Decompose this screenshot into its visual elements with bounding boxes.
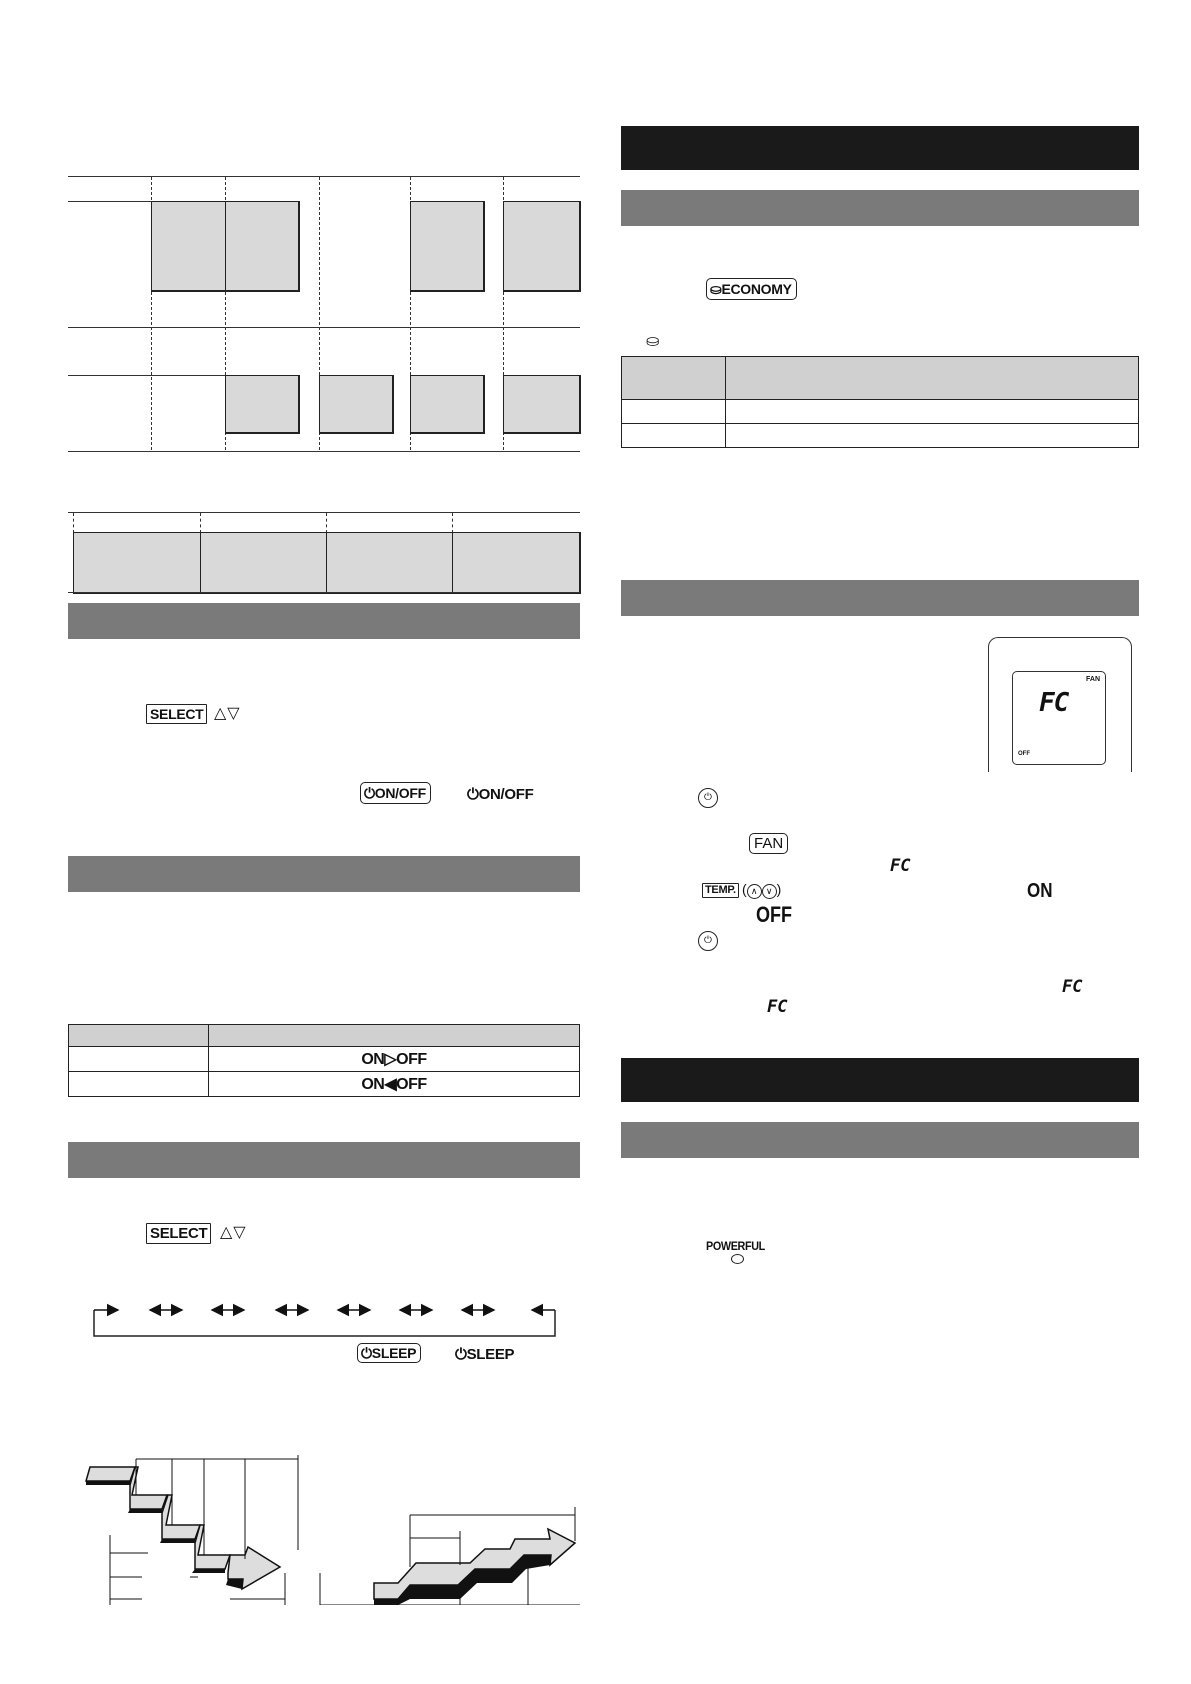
timing-block <box>503 375 581 434</box>
timer-sequence-on-off: ON▷OFF <box>209 1047 580 1072</box>
timing-block <box>410 375 485 434</box>
select-button[interactable]: SELECT <box>146 704 207 724</box>
chart-top-rule <box>68 512 580 513</box>
heating-sleep-staircase <box>320 1507 580 1605</box>
lcd-code: FC <box>1039 688 1069 718</box>
timing-block <box>319 375 394 434</box>
sleep-button[interactable]: ⏻SLEEP <box>357 1343 421 1363</box>
inline-fc-code: FC <box>767 997 788 1017</box>
timer-icon: ⏻ <box>361 1345 372 1361</box>
timing-block <box>503 201 581 292</box>
chart-mid-rule <box>68 327 580 328</box>
timer-icon: ⏻ <box>455 1346 467 1363</box>
chart-bottom-rule <box>68 592 580 593</box>
sleep-cycle-diagram <box>90 1300 560 1342</box>
powerful-button-label: POWERFUL <box>706 1239 765 1253</box>
section-header-bar <box>621 190 1139 226</box>
power-button-icon[interactable]: ⏻ <box>698 788 718 808</box>
table-row <box>622 424 1139 448</box>
temp-button[interactable]: TEMP. <box>702 883 739 898</box>
temp-arrows-icon[interactable]: ( ∧ ∨ ) <box>742 881 782 897</box>
timing-block <box>326 532 454 594</box>
table-header-row <box>622 357 1139 400</box>
on-off-button[interactable]: ⏻ON/OFF <box>360 782 431 804</box>
up-down-arrows-icon[interactable]: △▽ <box>214 705 241 722</box>
economy-icon: ⛀ <box>710 281 722 297</box>
chapter-heading-bar <box>621 126 1139 170</box>
chart-baseline <box>68 201 152 202</box>
section-header-bar <box>68 603 580 639</box>
chapter-heading-bar <box>621 1058 1139 1102</box>
select-button[interactable]: SELECT <box>146 1223 211 1244</box>
cooling-sleep-staircase <box>86 1455 298 1605</box>
remote-controller-illustration <box>988 637 1132 772</box>
sleep-temperature-step-diagram <box>80 1455 580 1605</box>
inline-fc-code: FC <box>1062 977 1083 997</box>
lcd-mode-label: FAN <box>1086 676 1100 683</box>
power-button-icon[interactable]: ⏻ <box>698 931 718 951</box>
chart-bottom-rule <box>68 451 580 452</box>
up-down-arrows-icon[interactable]: △▽ <box>220 1224 247 1241</box>
chart-divider <box>452 513 453 533</box>
remote-lcd-display <box>1012 671 1106 765</box>
economy-button[interactable]: ⛀ECONOMY <box>706 278 797 300</box>
chart-baseline <box>68 375 226 376</box>
powerful-button[interactable] <box>731 1254 744 1264</box>
section-header-bar <box>68 856 580 892</box>
fan-button[interactable]: FAN <box>749 833 788 854</box>
lcd-status: OFF <box>1018 751 1030 757</box>
timing-block <box>151 201 227 292</box>
chart-divider <box>326 513 327 533</box>
table-row <box>622 400 1139 424</box>
off-indicator: OFF <box>756 902 793 927</box>
table-row <box>69 1072 580 1097</box>
economy-indicator-icon: ⛀ <box>646 333 660 350</box>
timing-block <box>225 201 300 292</box>
on-off-label: ⏻ON/OFF <box>467 786 534 803</box>
economy-table <box>621 356 1139 448</box>
on-indicator: ON <box>1027 880 1053 902</box>
timing-block <box>410 201 485 292</box>
timer-sequence-off-on: ON◀OFF <box>209 1072 580 1097</box>
chart-divider <box>200 513 201 533</box>
timing-block <box>73 532 202 594</box>
chart-divider <box>73 513 74 533</box>
table-header-row <box>69 1025 580 1047</box>
timing-block <box>225 375 300 434</box>
timing-block <box>452 532 581 594</box>
section-header-bar <box>621 580 1139 616</box>
table-row <box>69 1047 580 1072</box>
section-header-bar <box>621 1122 1139 1158</box>
inline-fc-code: FC <box>890 856 911 876</box>
sleep-label: ⏻SLEEP <box>455 1346 515 1363</box>
timer-mode-table <box>68 1024 580 1097</box>
timing-block <box>200 532 328 594</box>
timer-icon: ⏻ <box>364 785 375 801</box>
section-header-bar <box>68 1142 580 1178</box>
timer-icon: ⏻ <box>467 786 479 803</box>
